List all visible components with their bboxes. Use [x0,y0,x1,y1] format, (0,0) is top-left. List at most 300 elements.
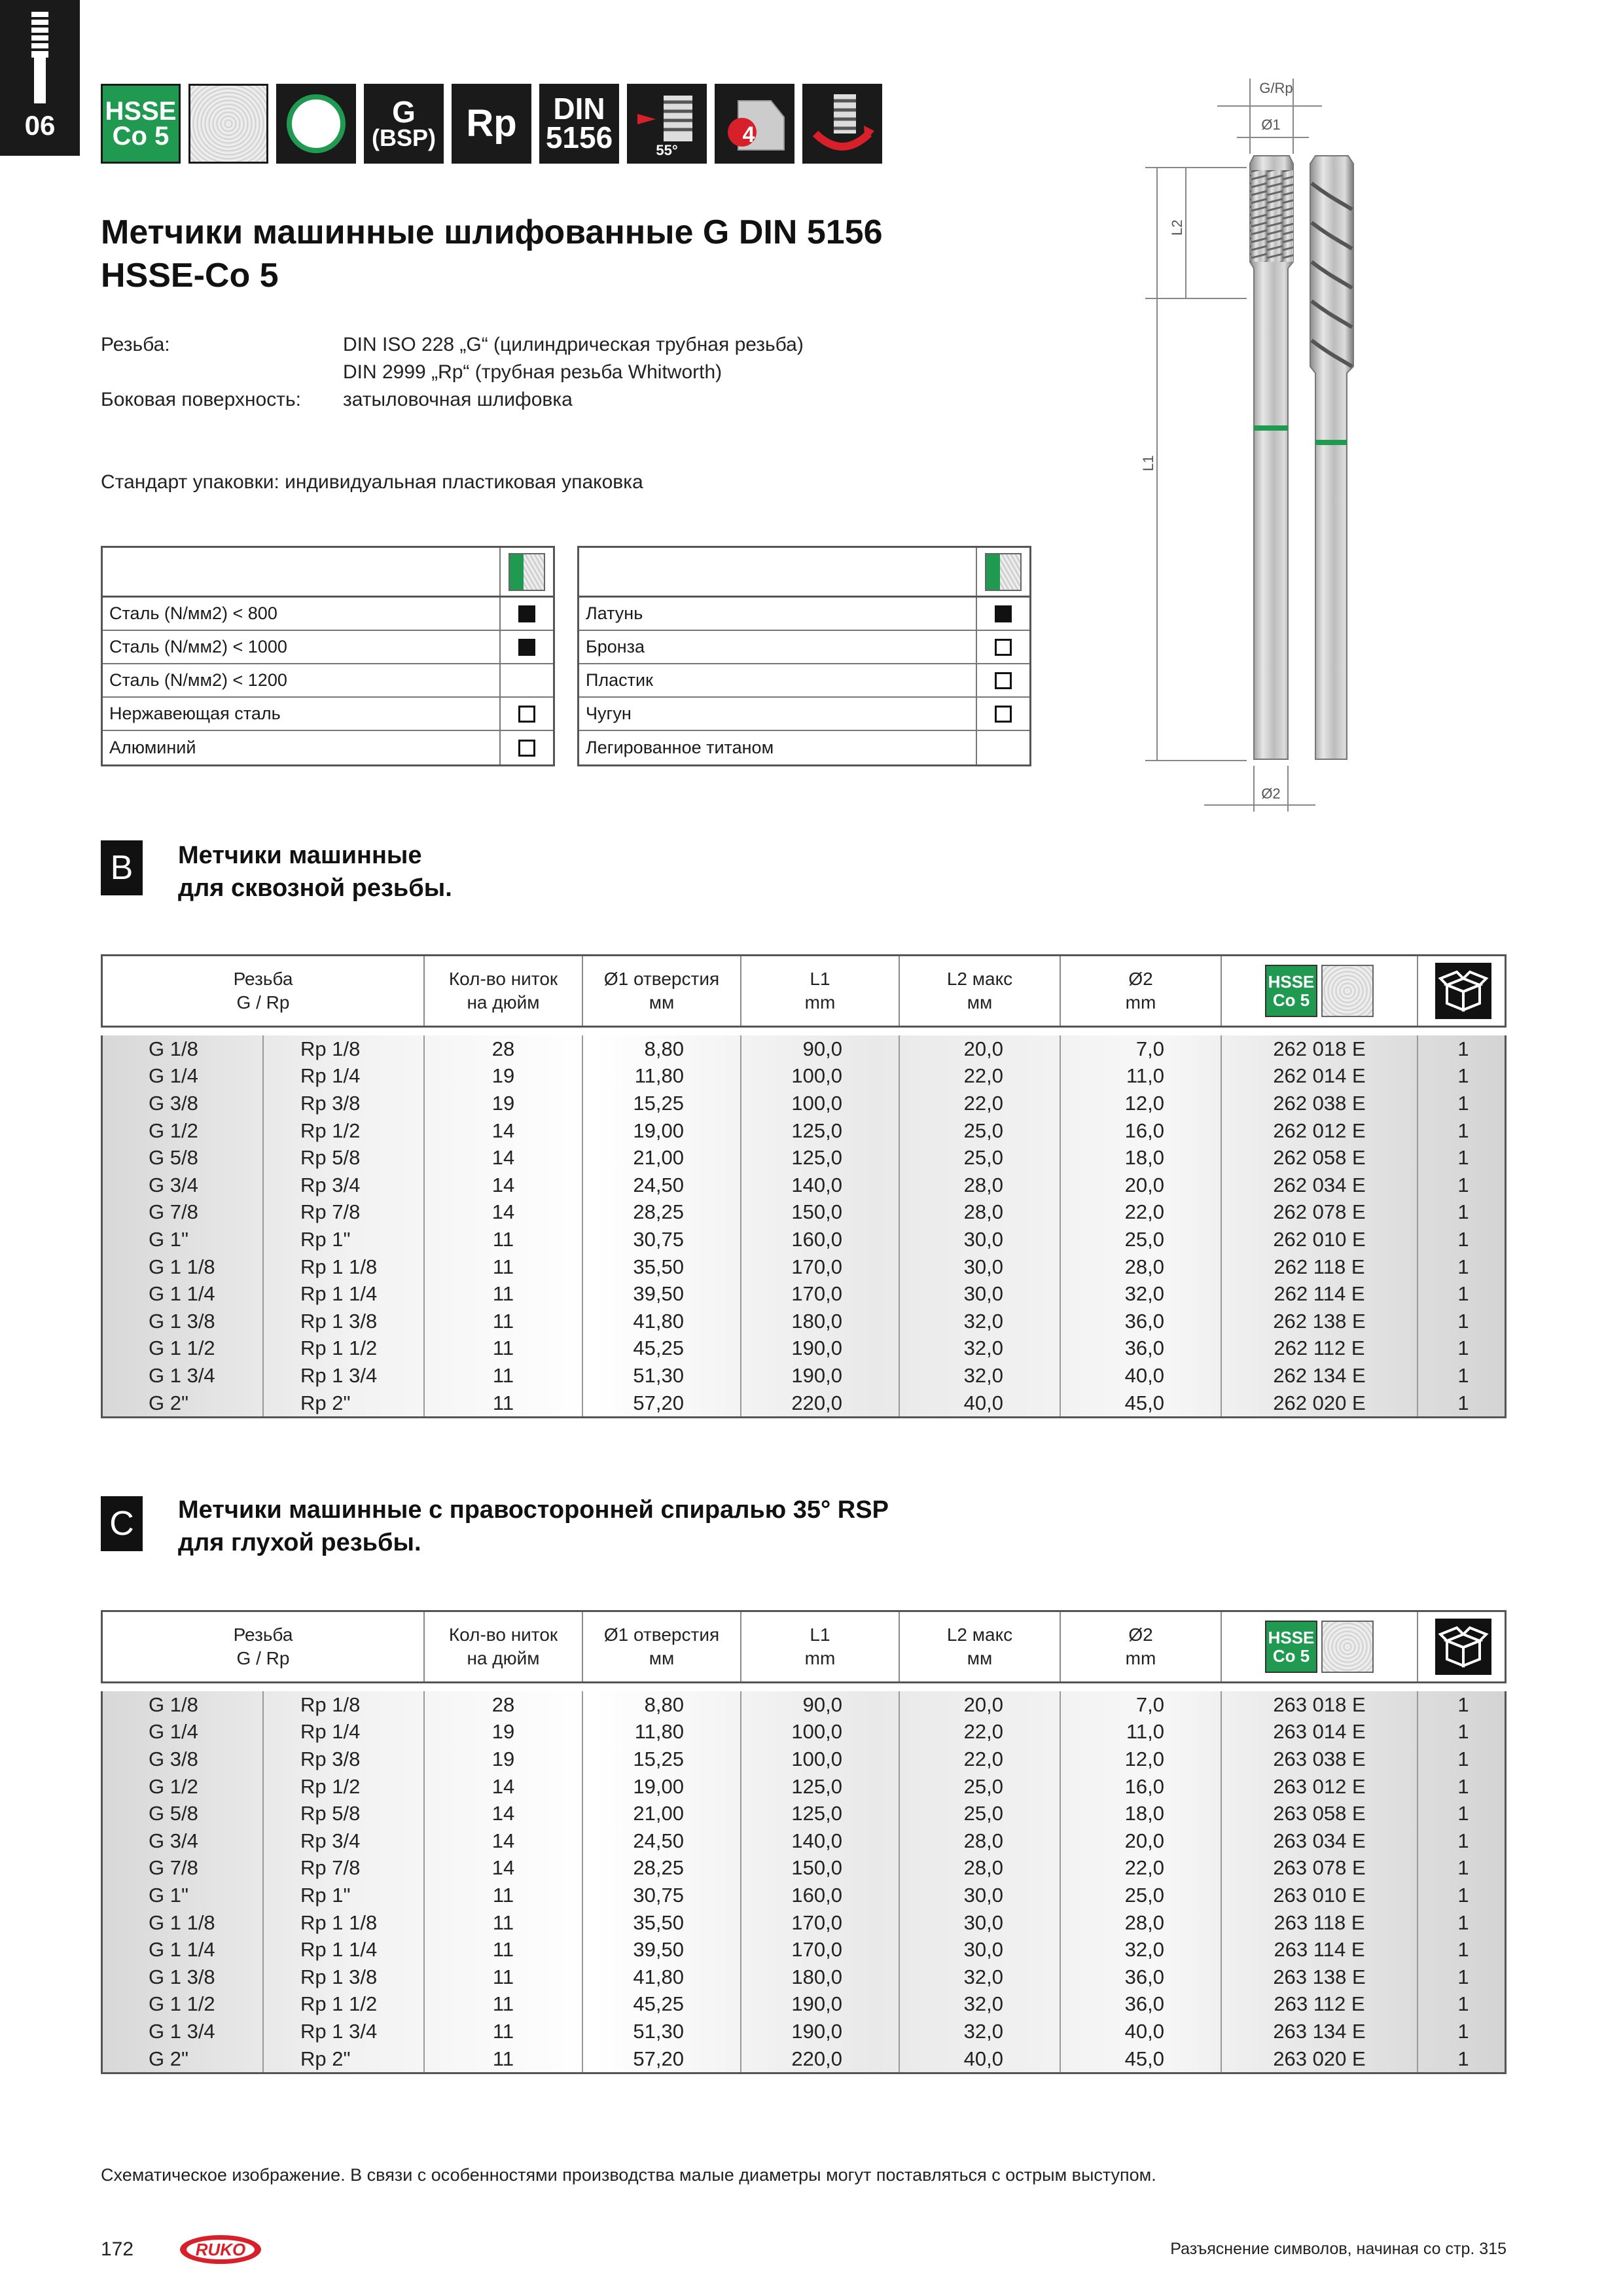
header-line-2: mm [804,992,836,1013]
dim-label-d2: Ø2 [1261,785,1281,802]
cell-hole-diameter: 19,00 [583,1773,741,1801]
section-b-marker: B [101,840,143,895]
cell-pack-qty: 1 [1457,1910,1469,1934]
header-line-1: L1 [810,1624,830,1645]
table-row [103,1362,1505,1390]
cell-hole-diameter: 39,50 [583,1936,741,1964]
cell-article-number: 263 078 E [1222,1855,1418,1882]
dim-label-l1: L1 [1140,455,1156,471]
header-hsse [1222,1612,1418,1681]
spec-value-thread-2: DIN 2999 „Rp“ (трубная резьба Whitworth) [343,361,722,383]
cell-length-l2: 25,0 [900,1800,1061,1827]
page-number: 172 [101,2238,134,2260]
cell-shank-diameter: 36,0 [1061,1308,1222,1335]
cell-thread-rp: Rp 3/8 [264,1090,425,1117]
suitable-mark [995,605,1012,622]
cell-length-l2: 32,0 [900,1362,1061,1390]
header-d1 [583,1612,741,1681]
conditionally-suitable-mark [995,672,1012,689]
cell-thread-rp: Rp 2" [264,2045,425,2073]
cell-thread-g: G 1 1/8 [103,1909,264,1937]
cell-thread-rp: Rp 7/8 [264,1199,425,1227]
cell-tpi: 11 [425,1253,583,1281]
cell-pack-qty: 1 [1457,1091,1469,1115]
cell-length-l2: 22,0 [900,1746,1061,1773]
hsse-co5-icon [1265,965,1317,1017]
header-line-1: L2 макс [946,969,1013,989]
cell-article-number: 262 038 E [1222,1090,1418,1117]
cell-hole-diameter: 45,25 [583,1335,741,1363]
cell-thread-rp: Rp 1 1/8 [264,1909,425,1937]
header-l1 [741,956,900,1026]
table-row [103,1035,1505,1063]
cell-thread-rp: Rp 1 1/2 [264,1991,425,2018]
spec-value-thread-1: DIN ISO 228 „G“ (цилиндрическая трубная резьба) [343,334,804,355]
icon-line-1: DIN [553,92,605,126]
cell-length-l2: 25,0 [900,1117,1061,1145]
table-row [103,1719,1505,1746]
cell-thread-rp: Rp 5/8 [264,1800,425,1827]
cell-pack-qty: 1 [1457,1336,1469,1360]
header-line-2: mm [1125,992,1156,1013]
cell-length-l1: 100,0 [741,1719,900,1746]
cell-length-l1: 125,0 [741,1117,900,1145]
cell-length-l1: 100,0 [741,1746,900,1773]
cell-length-l1: 220,0 [741,2045,900,2073]
cell-pack-qty: 1 [1457,1282,1469,1306]
cell-pack-qty: 1 [1457,1037,1469,1060]
cell-shank-diameter: 12,0 [1061,1746,1222,1773]
hsse-brushed-icon [985,553,1022,591]
cell-length-l1: 190,0 [741,2018,900,2045]
hsse-brushed-icon [508,553,545,591]
cell-thread-rp: Rp 1" [264,1882,425,1909]
header-line-1: Ø2 [1128,969,1153,989]
cell-thread-rp: Rp 3/4 [264,1172,425,1199]
cell-thread-rp: Rp 1/4 [264,1063,425,1090]
cell-thread-rp: Rp 2" [264,1390,425,1417]
cell-thread-rp: Rp 1 1/4 [264,1280,425,1308]
header-line-1: Ø1 отверстия [603,1624,720,1645]
cell-hole-diameter: 28,25 [583,1855,741,1882]
table-row [103,1991,1505,2018]
cell-length-l2: 25,0 [900,1773,1061,1801]
cell-tpi: 14 [425,1172,583,1199]
conditionally-suitable-mark [518,706,535,723]
ring-shape [287,94,346,153]
cell-length-l2: 40,0 [900,1390,1061,1417]
cell-length-l2: 30,0 [900,1909,1061,1937]
header-line-2: mm [1125,1648,1156,1668]
cell-length-l2: 30,0 [900,1253,1061,1281]
cell-thread-g: G 1 1/2 [103,1991,264,2018]
cell-pack-qty: 1 [1457,1119,1469,1142]
cell-article-number: 263 138 E [1222,1964,1418,1991]
cell-length-l1: 170,0 [741,1936,900,1964]
cell-article-number: 263 112 E [1222,1991,1418,2018]
header-d2 [1061,1612,1222,1681]
header-packaging [1418,1612,1508,1681]
cell-length-l1: 170,0 [741,1253,900,1281]
cell-thread-g: G 5/8 [103,1800,264,1827]
section-c-marker: C [101,1496,143,1551]
cell-thread-rp: Rp 1 3/8 [264,1964,425,1991]
table-header [101,954,1507,1028]
cell-thread-g: G 1 3/4 [103,2018,264,2045]
header-l2 [900,1612,1061,1681]
cell-article-number: 262 010 E [1222,1226,1418,1253]
packaging-text: Стандарт упаковки: индивидуальная пластиковая упаковка [101,471,643,493]
cell-thread-g: G 1 1/4 [103,1936,264,1964]
table-row [103,1855,1505,1882]
cell-length-l1: 100,0 [741,1063,900,1090]
material-label: Нержавеющая сталь [109,704,281,723]
header-d1 [583,956,741,1026]
thread-standard-icon [539,84,619,164]
cell-article-number: 262 058 E [1222,1144,1418,1172]
suitable-mark [518,639,535,656]
cell-tpi: 11 [425,1335,583,1363]
header-line-1: L1 [810,969,830,989]
cell-thread-g: G 1" [103,1882,264,1909]
cell-thread-g: G 2" [103,1390,264,1417]
cell-length-l2: 25,0 [900,1144,1061,1172]
cell-shank-diameter: 7,0 [1061,1035,1222,1063]
cell-shank-diameter: 18,0 [1061,1144,1222,1172]
hsse-line-1: HSSE [105,97,177,126]
section-c-title [178,1494,889,1559]
cell-hole-diameter: 41,80 [583,1308,741,1335]
table-row [103,1882,1505,1909]
cell-pack-qty: 1 [1457,1747,1469,1770]
table-row [103,1172,1505,1199]
cell-thread-g: G 1/8 [103,1691,264,1719]
cell-thread-rp: Rp 1 1/4 [264,1936,425,1964]
cell-thread-g: G 1 3/4 [103,1362,264,1390]
cell-hole-diameter: 51,30 [583,2018,741,2045]
cell-pack-qty: 1 [1457,1829,1469,1852]
cell-article-number: 262 138 E [1222,1308,1418,1335]
header-line-2: мм [967,1648,993,1668]
cell-tpi: 14 [425,1144,583,1172]
cell-length-l2: 32,0 [900,1308,1061,1335]
cell-pack-qty: 1 [1457,2047,1469,2070]
table-header [101,1610,1507,1683]
cell-pack-qty: 1 [1457,1883,1469,1907]
cell-hole-diameter: 51,30 [583,1362,741,1390]
cell-article-number: 263 118 E [1222,1909,1418,1937]
cell-thread-g: G 1/8 [103,1035,264,1063]
cell-thread-g: G 1 3/8 [103,1308,264,1335]
header-l1 [741,1612,900,1681]
brushed-finish-icon [1321,965,1374,1017]
cell-shank-diameter: 25,0 [1061,1882,1222,1909]
tap-icon [26,12,54,110]
cell-length-l1: 100,0 [741,1090,900,1117]
cell-shank-diameter: 40,0 [1061,2018,1222,2045]
cell-tpi: 11 [425,1362,583,1390]
header-line-1: Резьба [233,1624,293,1645]
cell-shank-diameter: 40,0 [1061,1362,1222,1390]
cell-length-l1: 180,0 [741,1964,900,1991]
header-line-2: G / Rp [236,992,290,1013]
brushed-finish-icon [188,84,268,164]
header-line-1: Кол-во ниток [448,1624,558,1645]
material-label: Алюминий [109,738,196,757]
cell-article-number: 262 112 E [1222,1335,1418,1363]
hsse-label [105,99,177,149]
cell-shank-diameter: 45,0 [1061,1390,1222,1417]
cell-article-number: 263 114 E [1222,1936,1418,1964]
table-row [103,1827,1505,1855]
cell-thread-g: G 2" [103,2045,264,2073]
material-label: Сталь (N/мм2) < 800 [109,603,277,623]
icon-line-1: Rp [466,102,517,145]
material-label: Чугун [586,704,632,723]
material-label: Легированное титаном [586,738,774,757]
cell-hole-diameter: 35,50 [583,1909,741,1937]
hsse-co5-icon [101,84,181,164]
cell-thread-rp: Rp 5/8 [264,1144,425,1172]
cell-thread-g: G 5/8 [103,1144,264,1172]
cell-length-l2: 32,0 [900,1991,1061,2018]
title-line-2: HSSE-Co 5 [101,257,279,295]
cell-thread-rp: Rp 1 1/2 [264,1335,425,1363]
symbols-reference: Разъяснение символов, начиная со стр. 315 [1170,2240,1507,2258]
cell-length-l1: 90,0 [741,1691,900,1719]
cell-article-number: 262 134 E [1222,1362,1418,1390]
cell-thread-rp: Rp 7/8 [264,1855,425,1882]
cell-length-l1: 180,0 [741,1308,900,1335]
material-row [579,731,1029,764]
icon-label [466,102,517,145]
cell-hole-diameter: 15,25 [583,1746,741,1773]
cell-length-l1: 125,0 [741,1800,900,1827]
cell-pack-qty: 1 [1457,1173,1469,1196]
suitability-cell [499,731,553,764]
cell-shank-diameter: 16,0 [1061,1773,1222,1801]
table-row [103,1773,1505,1801]
angle-label: 55° [656,142,678,158]
cell-length-l1: 160,0 [741,1226,900,1253]
table-row [103,1746,1505,1773]
cell-pack-qty: 1 [1457,1802,1469,1825]
material-row [103,698,553,731]
green-ring-icon [276,84,356,164]
cell-thread-g: G 1/4 [103,1719,264,1746]
cell-tpi: 19 [425,1746,583,1773]
header-thread [103,1612,425,1681]
chamfer-icon [715,84,794,164]
cell-shank-diameter: 22,0 [1061,1855,1222,1882]
header-d2 [1061,956,1222,1026]
cell-shank-diameter: 20,0 [1061,1827,1222,1855]
cell-length-l1: 150,0 [741,1855,900,1882]
cell-pack-qty: 1 [1457,1938,1469,1962]
material-label: Латунь [586,603,643,623]
cell-hole-diameter: 21,00 [583,1144,741,1172]
spec-label-thread: Резьба: [101,334,170,355]
cell-hole-diameter: 35,50 [583,1253,741,1281]
cell-thread-g: G 1 3/8 [103,1964,264,1991]
cell-pack-qty: 1 [1457,2019,1469,2043]
cell-length-l2: 28,0 [900,1827,1061,1855]
cell-article-number: 263 010 E [1222,1882,1418,1909]
section-c-title-line-2: для глухой резьбы. [178,1529,421,1556]
thread-standard-icon [452,84,531,164]
cell-hole-diameter: 19,00 [583,1117,741,1145]
package-box-icon [1435,963,1491,1019]
cell-hole-diameter: 57,20 [583,2045,741,2073]
header-line-2: на дюйм [467,992,540,1013]
cell-hole-diameter: 57,20 [583,1390,741,1417]
cell-article-number: 262 018 E [1222,1035,1418,1063]
cell-tpi: 11 [425,1882,583,1909]
header-packaging [1418,956,1508,1026]
right-spiral-icon [802,84,882,164]
cell-tpi: 11 [425,1390,583,1417]
cell-length-l1: 90,0 [741,1035,900,1063]
cell-article-number: 262 034 E [1222,1172,1418,1199]
cell-hole-diameter: 21,00 [583,1800,741,1827]
conditionally-suitable-mark [518,740,535,757]
cell-length-l2: 28,0 [900,1855,1061,1882]
cell-length-l2: 32,0 [900,1335,1061,1363]
spec-label-flank: Боковая поверхность: [101,389,301,410]
cell-thread-g: G 1 1/8 [103,1253,264,1281]
cell-tpi: 11 [425,1909,583,1937]
cell-article-number: 263 038 E [1222,1746,1418,1773]
cell-thread-rp: Rp 1/2 [264,1773,425,1801]
section-b-title [178,839,452,905]
cell-length-l1: 140,0 [741,1827,900,1855]
material-row [103,731,553,764]
cell-tpi: 11 [425,1991,583,2018]
cell-length-l2: 28,0 [900,1172,1061,1199]
suitability-cell [499,598,553,630]
cell-article-number: 263 034 E [1222,1827,1418,1855]
table-row [103,1909,1505,1937]
cell-thread-rp: Rp 3/8 [264,1746,425,1773]
cell-article-number: 263 014 E [1222,1719,1418,1746]
cell-thread-rp: Rp 1 3/4 [264,2018,425,2045]
cell-article-number: 263 058 E [1222,1800,1418,1827]
cell-thread-g: G 3/4 [103,1172,264,1199]
logo-text: RUKO [195,2240,246,2259]
cell-hole-diameter: 24,50 [583,1172,741,1199]
cell-shank-diameter: 18,0 [1061,1800,1222,1827]
table-row [103,1936,1505,1964]
cell-length-l2: 30,0 [900,1226,1061,1253]
cell-tpi: 11 [425,1280,583,1308]
cell-thread-g: G 3/8 [103,1090,264,1117]
footer-note: Схематическое изображение. В связи с особенностями производства малые диаметры могут поставляться с острым выступом. [101,2165,1156,2185]
header-line-1: Кол-во ниток [448,969,558,989]
cell-thread-rp: Rp 1 3/4 [264,1362,425,1390]
cell-length-l1: 160,0 [741,1882,900,1909]
header-line-2: mm [804,1648,836,1668]
cell-shank-diameter: 36,0 [1061,1991,1222,2018]
table-section-b [101,954,1507,1418]
material-label: Сталь (N/мм2) < 1000 [109,637,287,656]
header-thread [103,956,425,1026]
cell-length-l2: 28,0 [900,1199,1061,1227]
spec-value-flank: затыловочная шлифовка [343,389,573,410]
table-row [103,2045,1505,2073]
table-row [103,1280,1505,1308]
cell-shank-diameter: 20,0 [1061,1172,1222,1199]
cell-length-l2: 22,0 [900,1719,1061,1746]
header-line-1: Ø1 отверстия [603,969,720,989]
cell-thread-g: G 1/2 [103,1117,264,1145]
material-row [103,631,553,664]
chapter-tab [0,0,80,156]
suitable-mark [518,605,535,622]
icon-line-2: 5156 [545,120,613,154]
cell-pack-qty: 1 [1457,1146,1469,1170]
cell-hole-diameter: 11,80 [583,1063,741,1090]
cell-pack-qty: 1 [1457,1309,1469,1333]
cell-article-number: 262 078 E [1222,1199,1418,1227]
cell-hole-diameter: 30,75 [583,1226,741,1253]
cell-length-l2: 22,0 [900,1090,1061,1117]
cell-length-l2: 30,0 [900,1280,1061,1308]
material-row [103,664,553,698]
header-line-1: Резьба [233,969,293,989]
cell-pack-qty: 1 [1457,1064,1469,1088]
cell-thread-g: G 3/8 [103,1746,264,1773]
cell-thread-g: G 7/8 [103,1855,264,1882]
tap-drawing [1126,79,1400,818]
cell-hole-diameter: 8,80 [583,1691,741,1719]
cell-pack-qty: 1 [1457,1992,1469,2016]
cell-shank-diameter: 16,0 [1061,1117,1222,1145]
table-row [103,1063,1505,1090]
cell-article-number: 262 114 E [1222,1280,1418,1308]
cell-article-number: 262 020 E [1222,1390,1418,1417]
cell-shank-diameter: 45,0 [1061,2045,1222,2073]
cell-length-l2: 22,0 [900,1063,1061,1090]
hsse-line-2: Co 5 [112,122,169,151]
table-row [103,1691,1505,1719]
cell-tpi: 11 [425,2045,583,2073]
material-label: Бронза [586,637,645,656]
icon-line-2: (BSP) [372,124,436,151]
cell-length-l1: 125,0 [741,1773,900,1801]
suitability-cell [499,664,553,696]
cell-length-l2: 20,0 [900,1691,1061,1719]
title-line-1: Метчики машинные шлифованные G DIN 5156 [101,213,883,251]
cell-length-l2: 40,0 [900,2045,1061,2073]
page-title [101,211,883,297]
hsse-line-2: Co 5 [1272,990,1310,1010]
icon-label [545,92,613,154]
cell-shank-diameter: 25,0 [1061,1226,1222,1253]
cell-pack-qty: 1 [1457,1255,1469,1278]
cell-article-number: 262 012 E [1222,1117,1418,1145]
brushed-finish-icon [1321,1621,1374,1673]
cell-tpi: 14 [425,1800,583,1827]
table-row [103,1090,1505,1117]
cell-length-l1: 170,0 [741,1909,900,1937]
cell-article-number: 262 014 E [1222,1063,1418,1090]
cell-tpi: 19 [425,1063,583,1090]
cell-pack-qty: 1 [1457,1856,1469,1880]
material-row [103,598,553,631]
cell-length-l1: 170,0 [741,1280,900,1308]
cell-thread-g: G 1 1/4 [103,1280,264,1308]
cell-thread-rp: Rp 1/2 [264,1117,425,1145]
